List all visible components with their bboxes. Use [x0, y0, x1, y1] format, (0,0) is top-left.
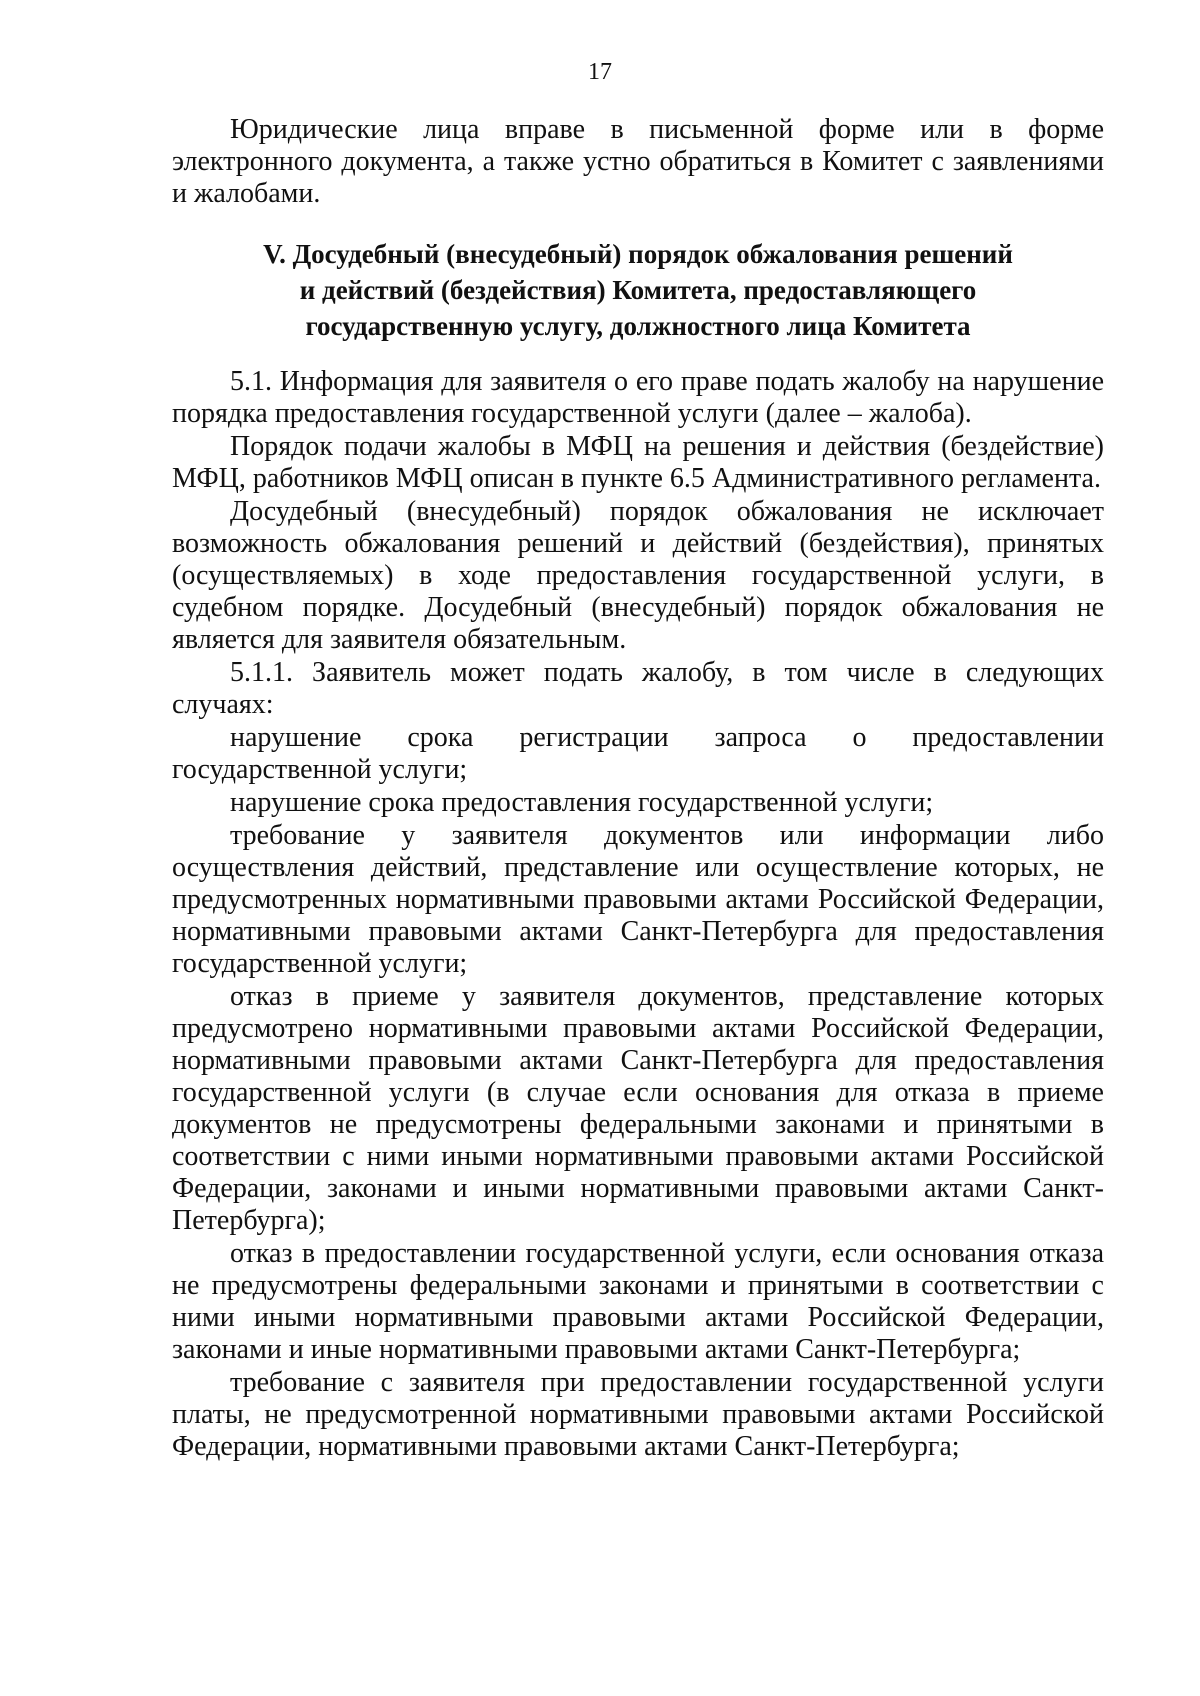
- list-item-document-requirement: требование у заявителя документов или информации либо осуществления действий, представление или осуществление которых, не предусмотренных нормативными правовыми актами Российской Федерации, нормативными правовыми актами Санкт-Петербурга для предоставления государственной услуги;: [172, 820, 1104, 979]
- paragraph-pretrial-order: Досудебный (внесудебный) порядок обжалования не исключает возможность обжалования решений и действий (бездействия), принятых (осуществляемых) в ходе предоставления государственной услуги, в судебном порядке. Досудебный (внесудебный) порядок обжалования не является для заявителя обязательным.: [172, 496, 1104, 655]
- document-body: [172, 114, 1104, 1464]
- section-heading-line-3: государственную услугу, должностного лица Комитета: [305, 311, 971, 341]
- section-heading-line-2: и действий (бездействия) Комитета, предоставляющего: [299, 275, 977, 305]
- list-item-service-refusal: отказ в предоставлении государственной услуги, если основания отказа не предусмотрены федеральными законами и принятыми в соответствии с ними иными нормативными правовыми актами Российской Федерации, законами и иные нормативными правовыми актами Санкт-Петербурга;: [172, 1238, 1104, 1365]
- section-heading-line-1: V. Досудебный (внесудебный) порядок обжалования решений: [263, 239, 1013, 269]
- list-item-service-deadline: нарушение срока предоставления государственной услуги;: [230, 787, 934, 818]
- paragraph-mfc-complaint: Порядок подачи жалобы в МФЦ на решения и действия (бездействие) МФЦ, работников МФЦ описан в пункте 6.5 Административного регламента.: [172, 431, 1104, 494]
- list-item-fee-requirement: требование с заявителя при предоставлении государственной услуги платы, не предусмотренной нормативными правовыми актами Российской Федерации, нормативными правовыми актами Санкт-Петербурга;: [172, 1367, 1104, 1462]
- section-heading: [172, 236, 1104, 344]
- paragraph-5-1-1: 5.1.1. Заявитель может подать жалобу, в том числе в следующих случаях:: [172, 657, 1104, 720]
- paragraph-5-1: 5.1. Информация для заявителя о его праве подать жалобу на нарушение порядка предоставления государственной услуги (далее – жалоба).: [172, 366, 1104, 429]
- page-number: 17: [588, 59, 612, 85]
- list-item-registration-deadline: нарушение срока регистрации запроса о предоставлении государственной услуги;: [172, 722, 1104, 785]
- list-item-document-refusal: отказ в приеме у заявителя документов, представление которых предусмотрено нормативными правовыми актами Российской Федерации, нормативными правовыми актами Санкт-Петербурга для предоставления государственной услуги (в случае если основания для отказа в приеме документов не предусмотрены федеральными законами и принятыми в соответствии с ними иными нормативными правовыми актами Российской Федерации, законами и иными нормативными правовыми актами Санкт-Петербурга);: [172, 981, 1104, 1236]
- intro-paragraph: Юридические лица вправе в письменной форме или в форме электронного документа, а также устно обратиться в Комитет с заявлениями и жалобами.: [172, 114, 1104, 209]
